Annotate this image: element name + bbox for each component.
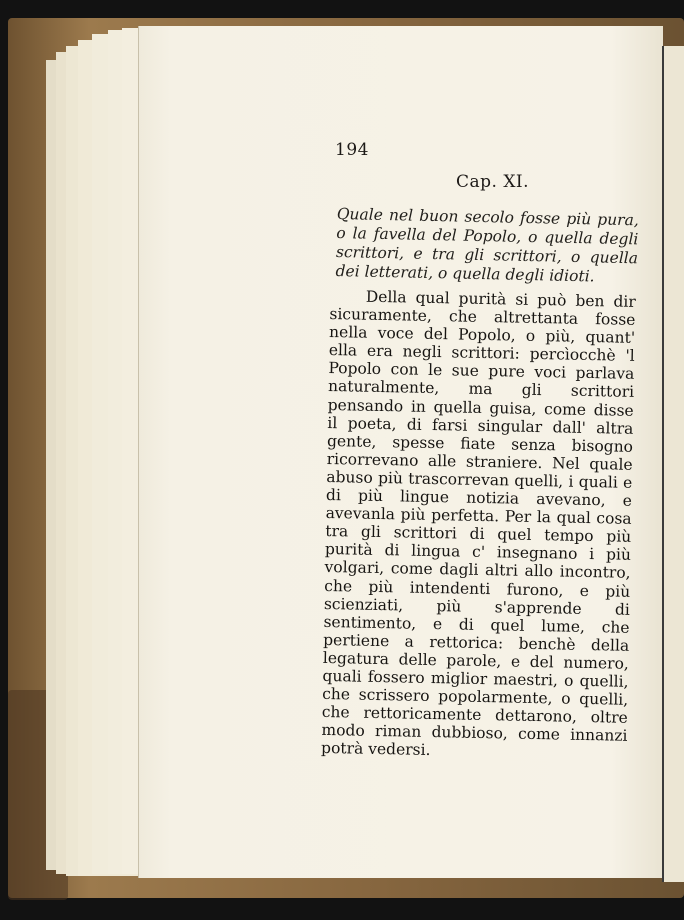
chapter-title: Cap. XI. [456,172,530,192]
page-number: 194 [335,140,369,160]
body-text [321,287,636,763]
facing-page-edge [662,46,684,882]
paragraph: Della qual purità si può ben dir sicuramente, che altrettanta fosse nella voce del Popolo, o più, quant' ella era negli scrittori: percìocchè 'l Popolo con le sue pure voci parlava naturalmente, ma gli scrittori pensando in quella guisa, come disse il poeta, di farsi singular dall' altra gente, spesse fiate senza bisogno ricorrevano alle straniere. Nel quale abuso più trascorrevan quelli, i quali e di più lingue notizia avevano, e avevanla più perfetta. Per la qual cosa tra gli scrittori di quel tempo più purità di lingua c' insegnano i più volgari, come dagli altri allo incontro, che più intendenti furono, e più scienziati, più s'apprende di sentimento, e di quel lume, che pertiene a rettorica: benchè della legatura delle parole, e del numero, quali fossero miglior maestri, o quelli, che scrissero popolarmente, o quelli, che rettoricamente dettarono, oltre modo riman dubbioso, come innanzi potrà vedersi. [320,287,636,760]
chapter-heading: Quale nel buon secolo fosse più pura, o la favella del Popolo, o quella degli scrittori, e tra gli scrittori, o quella dei letterati, o quella degli idioti. [335,205,639,286]
